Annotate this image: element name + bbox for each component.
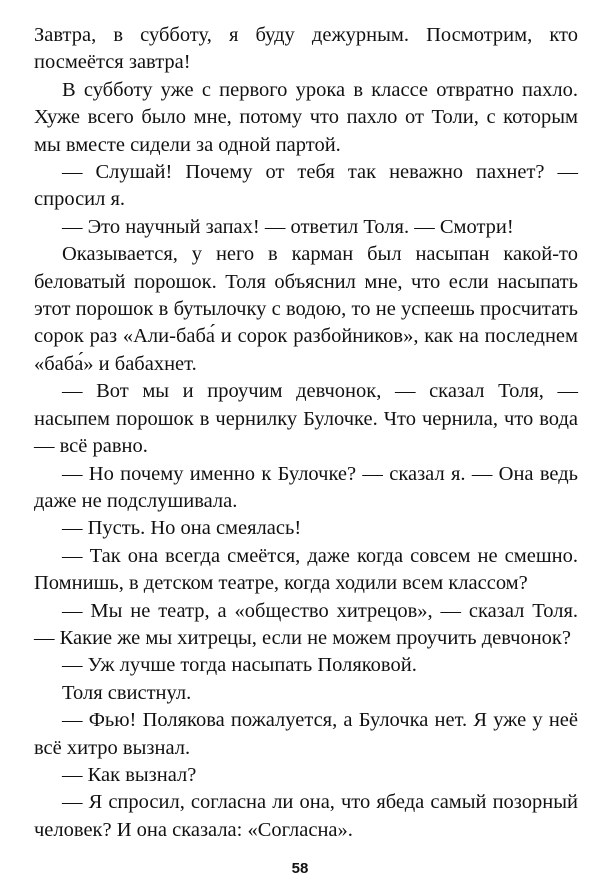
paragraph: — Но почему именно к Булочке? — сказал я. — Она ведь даже не подслушивала. bbox=[34, 462, 578, 512]
paragraph: — Я спросил, согласна ли она, что ябеда самый позорный человек? И она сказала: «Согласна». bbox=[34, 791, 578, 841]
paragraph: — Так она всегда смеётся, даже когда совсем не смешно. Помнишь, в детском театре, когда ходили всем классом? bbox=[34, 544, 578, 595]
paragraph: — Слушай! Почему от тебя так неважно пахнет? — спросил я. bbox=[34, 161, 578, 211]
paragraph: — Фью! Полякова пожалуется, а Булочка нет. Я уже у неё всё хитро вызнал. bbox=[34, 709, 578, 759]
page-number: 58 bbox=[291, 860, 309, 877]
paragraph: — Вот мы и проучим девчонок, — сказал Толя, — насыпем порошок в чернилку Булочке. Что чернила, что вода — всё равно. bbox=[34, 380, 578, 458]
paragraph: Толя свистнул. bbox=[62, 681, 192, 704]
paragraph: — Как вызнал? bbox=[62, 763, 197, 786]
paragraph: В субботу уже с первого урока в классе отвратно пахло. Хуже всего было мне, потому что пахло от Толи, с которым мы вместе сидели за одной партой. bbox=[34, 78, 578, 156]
paragraph: — Это научный запах! — ответил Толя. — Смотри! bbox=[62, 215, 514, 238]
paragraph: Оказывается, у него в карман был насыпан какой-то беловатый порошок. Толя объяснил мне, что если насыпать этот порошок в бутылочку с водою, то не успеешь просчитать сорок раз «Али-баба́ и сорок разбойников», как на последнем «баба́» и бабахнет. bbox=[34, 243, 578, 375]
paragraph: — Уж лучше тогда насыпать Поляковой. bbox=[62, 654, 417, 677]
book-page-text bbox=[34, 22, 578, 841]
paragraph: — Пусть. Но она смеялась! bbox=[62, 517, 302, 540]
paragraph: — Мы не театр, а «общество хитрецов», — сказал Толя. — Какие же мы хитрецы, если не можем проучить девчонок? bbox=[34, 599, 578, 649]
paragraph: Завтра, в субботу, я буду дежурным. Посмотрим, кто посмеётся завтра! bbox=[34, 24, 578, 74]
